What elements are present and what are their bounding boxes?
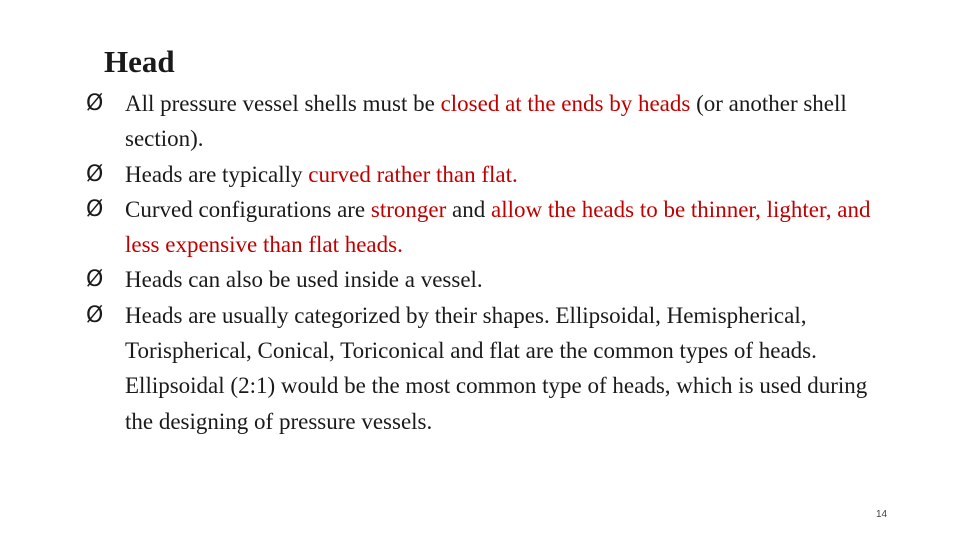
bullet-text: (or another shell section). <box>125 91 847 152</box>
bullet-text: Heads can also be used inside a vessel. <box>125 267 483 293</box>
bullet-list <box>86 86 886 439</box>
bullet-item <box>86 262 886 297</box>
highlighted-text: closed at the ends by heads <box>440 91 691 116</box>
highlighted-text: allow the heads to be thinner, lighter, and less expensive than flat heads. <box>125 196 871 258</box>
bullet-item <box>86 192 886 263</box>
highlighted-text: stronger <box>370 196 447 222</box>
bullet-item <box>86 157 886 192</box>
bullet-text: Curved configurations are <box>125 196 371 222</box>
arrow-bullet-icon: Ø <box>86 91 104 116</box>
bullet-text: Heads are typically <box>125 161 309 187</box>
slide-title: Head <box>104 44 175 79</box>
bullet-item <box>86 298 886 439</box>
arrow-bullet-icon: Ø <box>86 267 104 293</box>
arrow-bullet-icon: Ø <box>86 161 104 187</box>
highlighted-text: . <box>511 161 518 187</box>
arrow-bullet-icon: Ø <box>86 302 104 328</box>
highlighted-text: curved rather than flat <box>308 161 512 187</box>
bullet-item <box>86 86 886 157</box>
bullet-text: All pressure vessel shells must be <box>125 91 441 116</box>
page-number: 14 <box>876 509 888 520</box>
bullet-text: Heads are usually categorized by their shapes. Ellipsoidal, Hemispherical, Torispherical, Conical, Toriconical and flat are the common types of heads. Ellipsoidal (2:1) would be the most common type of heads, which is used during the designing of pressure vessels. <box>125 302 868 434</box>
arrow-bullet-icon: Ø <box>86 196 104 222</box>
bullet-text: and <box>446 196 491 222</box>
